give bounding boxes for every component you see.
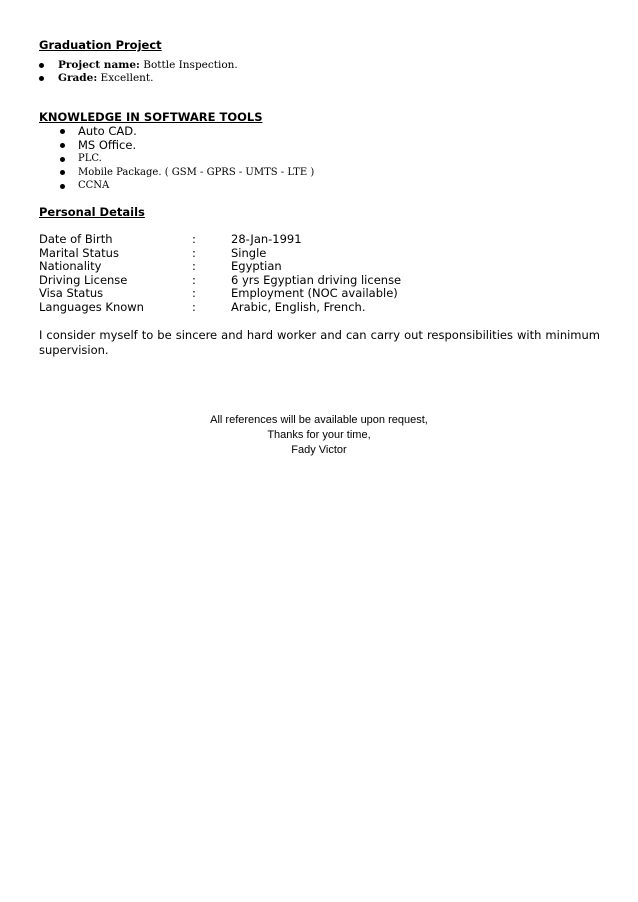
tool-name: PLC. [78,153,102,164]
bullet-icon [60,129,65,134]
bullet-icon [60,184,65,189]
personal-statement: I consider myself to be sincere and hard worker and can carry out responsibilities with minimum supervision. [39,328,600,357]
bullet-icon [60,157,65,162]
row-label: Languages Known [39,299,144,314]
bullet-icon [39,76,44,81]
list-item [78,179,314,193]
row-value: 6 yrs Egyptian driving license [231,272,402,287]
row-value: Arabic, English, French. [231,299,366,314]
item-label: Grade: [58,72,98,84]
row-label: Driving License [39,272,128,287]
row-separator: : [192,259,196,274]
row-separator: : [192,245,196,260]
row-value: Single [231,245,267,260]
graduation-project-list [58,59,238,85]
row-value: Employment (NOC available) [231,286,398,301]
list-item [78,166,314,180]
item-value: Bottle Inspection. [143,59,238,71]
list-item [78,152,314,166]
signature-name: Fady Victor [291,443,347,456]
graduation-project-heading: Graduation Project [39,38,162,52]
list-item [78,138,314,152]
item-label: Project name: [58,59,140,71]
tool-name: Mobile Package. ( GSM - GPRS - UMTS - LTE ) [78,166,315,178]
row-separator: : [192,272,196,287]
row-value: Egyptian [231,259,282,274]
bullet-icon [39,63,44,68]
list-item [58,59,238,72]
bullet-icon [60,143,65,148]
row-label: Marital Status [39,245,119,260]
list-item [58,72,238,85]
row-separator: : [192,299,196,314]
row-label: Date of Birth [39,232,113,246]
software-tools-heading: KNOWLEDGE IN SOFTWARE TOOLS [39,110,263,124]
list-item [78,124,314,138]
thanks-note: Thanks for your time, [267,428,371,441]
row-label: Visa Status [39,286,104,301]
row-separator: : [192,286,196,301]
tool-name: CCNA [78,180,110,191]
item-value: Excellent. [100,72,154,84]
row-separator: : [192,232,196,246]
tool-name: MS Office. [78,138,137,152]
personal-details-heading: Personal Details [39,205,145,219]
bullet-icon [60,170,65,175]
row-label: Nationality [39,259,102,274]
references-note: All references will be available upon request, [210,414,428,426]
row-value: 28-Jan-1991 [231,232,302,246]
software-tools-list [78,124,314,193]
tool-name: Auto CAD. [78,124,137,138]
closing-note [0,413,638,457]
